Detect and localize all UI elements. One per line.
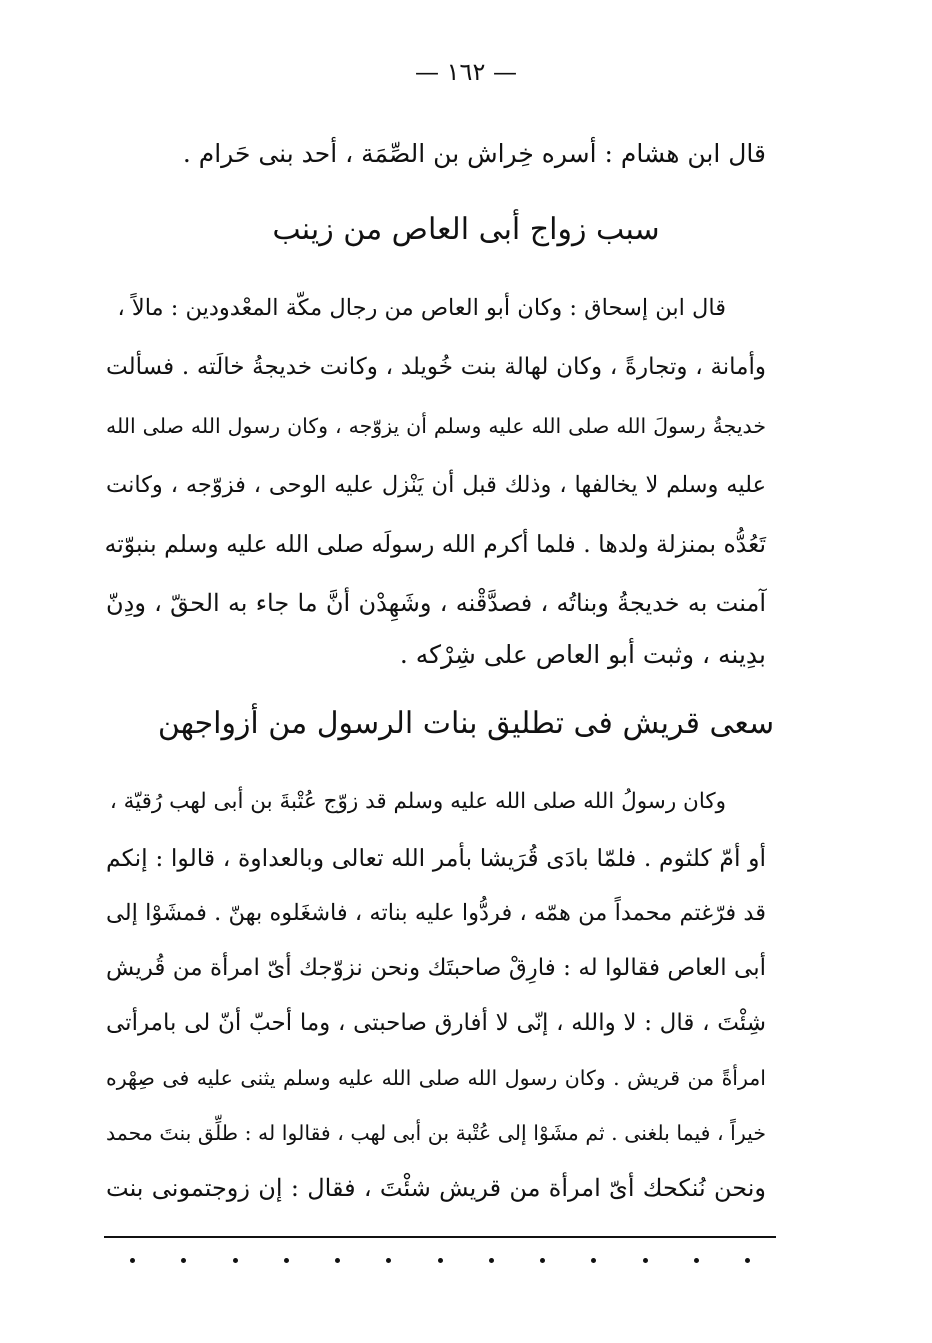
- dot: [233, 1258, 238, 1263]
- footnote-dots: [130, 1258, 750, 1263]
- dot: [643, 1258, 648, 1263]
- dot: [591, 1258, 596, 1263]
- paragraph-line: آمنت به خديجةُ وبناتُه ، فصدَّقْنه ، وشَهِدْن أنَّ ما جاء به الحقّ ، ودِنّ: [106, 589, 766, 617]
- paragraph-line: وأمانة ، وتجارةً ، وكان لهالة بنت خُويلد ، وكانت خديجةُ خالَته . فسألت: [106, 354, 766, 380]
- footnote-rule: [104, 1236, 776, 1238]
- paragraph-line: قال ابن إسحاق : وكان أبو العاص من رجال مكّة المعْدودين : مالاً ،: [117, 295, 726, 321]
- dot: [694, 1258, 699, 1263]
- paragraph-line: أبى العاص فقالوا له : فارِقْ صاحبتَك ونحن نزوّجك أىّ امرأة من قُريش: [106, 955, 766, 981]
- section-heading-quraysh-divorce: سعى قريش فى تطليق بنات الرسول من أزواجهن: [157, 706, 775, 741]
- paragraph-line: قد فرّغتم محمداً من همّه ، فردُّوا عليه بناته ، فاشغَلوه بهنّ . فمشَوْا إلى: [106, 900, 766, 926]
- paragraph-line: أو أمّ كلثوم . فلمّا بادَى قُرَيشا بأمر الله تعالى وبالعداوة ، قالوا : إنكم: [106, 844, 766, 872]
- page-number: — ١٦٢ —: [415, 58, 517, 86]
- paragraph-line: ونحن نُنكحك أىّ امرأة من قريش شئْتَ ، فقال : إن زوجتمونى بنت: [106, 1174, 766, 1202]
- dot: [489, 1258, 494, 1263]
- paragraph-line: بدِينه ، وثبت أبو العاص على شِرْكه .: [399, 640, 766, 669]
- paragraph-line: خديجةُ رسولَ الله صلى الله عليه وسلم أن يزوّجه ، وكان رسول الله صلى الله: [106, 414, 766, 438]
- paragraph-line: عليه وسلم لا يخالفها ، وذلك قبل أن يَنْزل عليه الوحى ، فزوّجه ، وكانت: [106, 472, 766, 498]
- paragraph-line: خيراً ، فيما بلغنى . ثم مشَوْا إلى عُتْبة بن أبى لهب ، فقالوا له : طلِّق بنتَ محمد: [106, 1121, 766, 1145]
- dot: [540, 1258, 545, 1263]
- dot: [130, 1258, 135, 1263]
- dot: [335, 1258, 340, 1263]
- dot: [438, 1258, 443, 1263]
- paragraph-line: وكان رسولُ الله صلى الله عليه وسلم قد زوّج عُتْبةَ بن أبى لهب رُقيّة ،: [109, 789, 726, 814]
- dot: [284, 1258, 289, 1263]
- section-heading-zaynab-marriage: سبب زواج أبى العاص من زينب: [272, 212, 660, 247]
- paragraph-line: امرأةً من قريش . وكان رسول الله صلى الله عليه وسلم يثنى عليه فى صِهْره: [106, 1066, 766, 1090]
- paragraph-line: تَعُدُّه بمنزلة ولدها . فلما أكرم الله رسولَه صلى الله عليه وسلم بنبوّته: [104, 530, 766, 558]
- dot: [181, 1258, 186, 1263]
- dot: [745, 1258, 750, 1263]
- paragraph-line: شِئْتَ ، قال : لا والله ، إنّى لا أفارق صاحبتى ، وما أحبّ أنّ لى بامرأتى: [106, 1010, 766, 1036]
- intro-line: قال ابن هشام : أسره خِراش بن الصِّمَة ، أحد بنى حَرام .: [182, 139, 766, 168]
- dot: [386, 1258, 391, 1263]
